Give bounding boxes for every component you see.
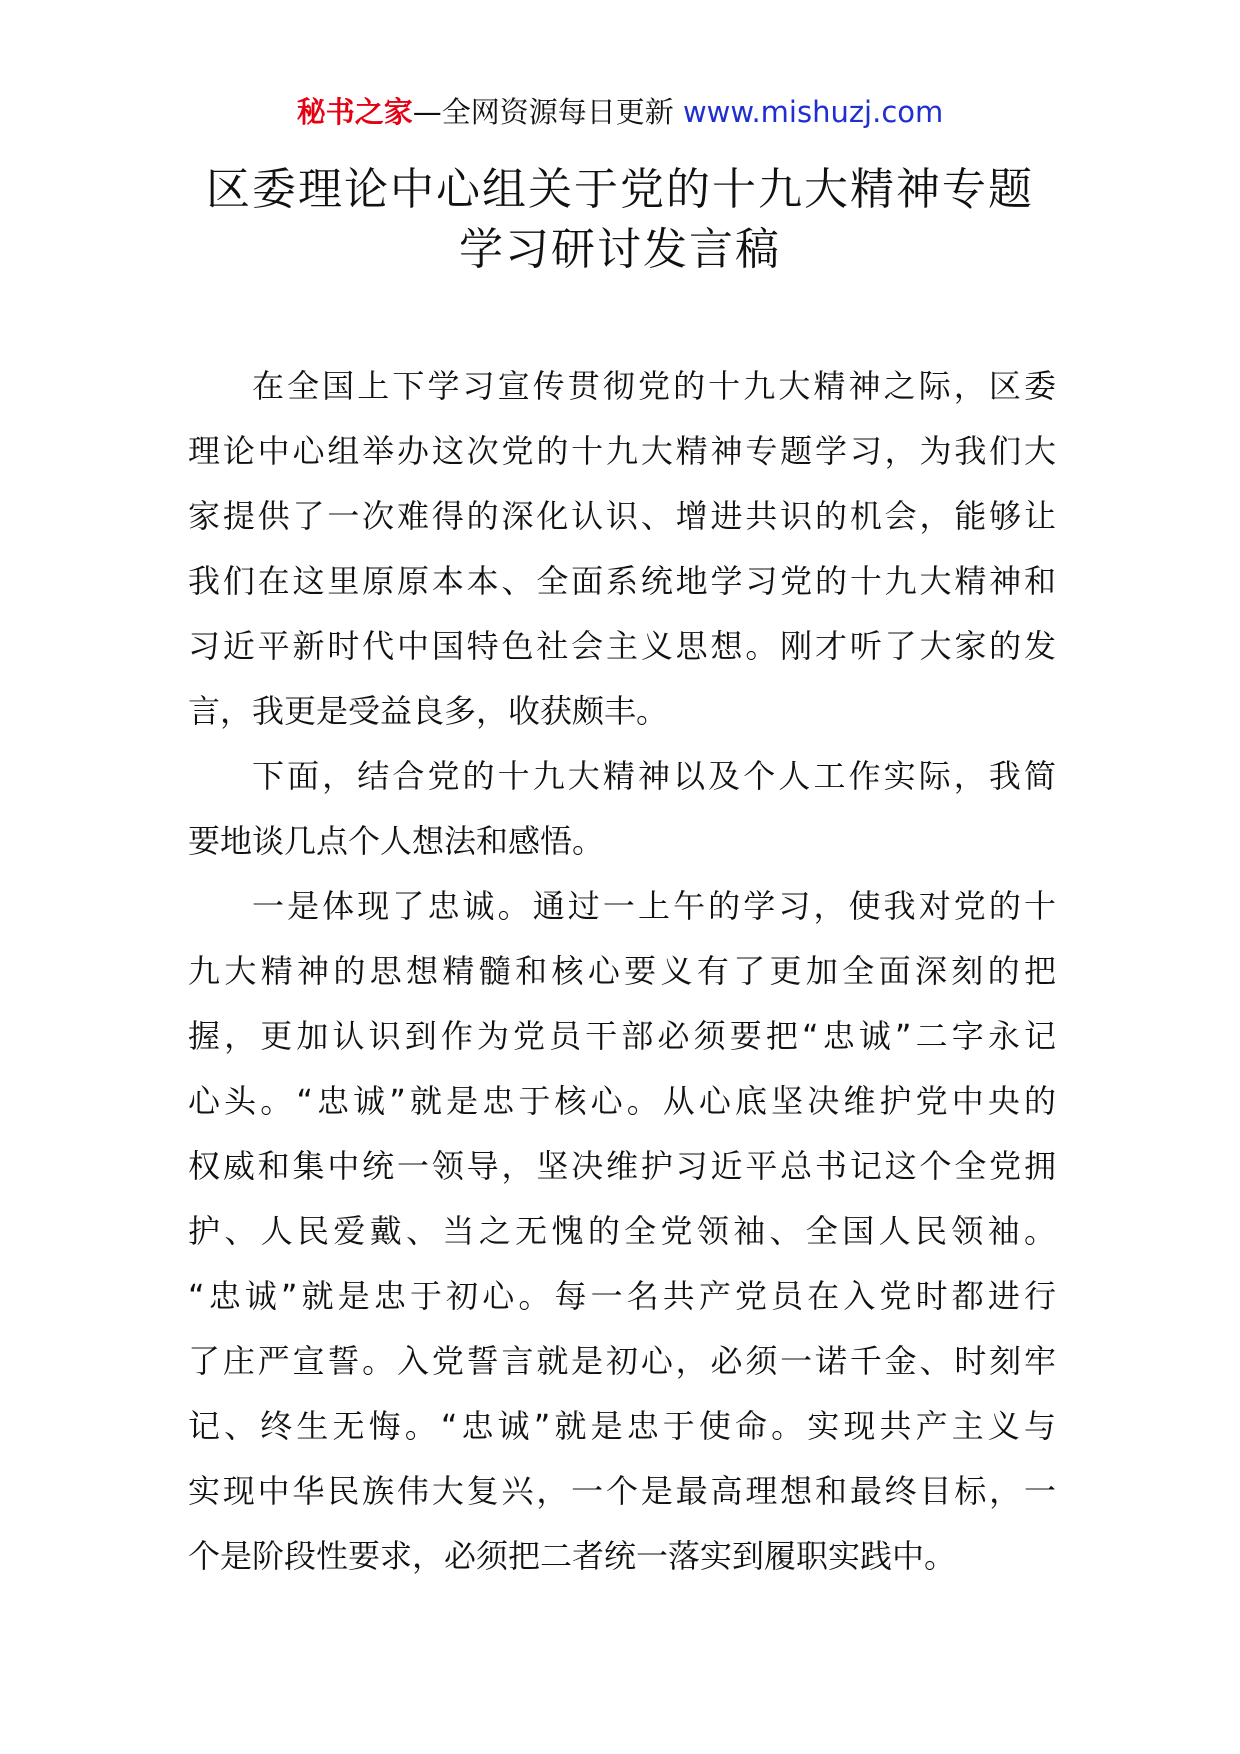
site-header bbox=[0, 92, 1240, 132]
paragraph-line: 要地谈几点个人想法和感悟。 bbox=[188, 822, 605, 860]
site-url-link[interactable]: www.mishuzj.com bbox=[682, 95, 944, 129]
paragraph-line: 握，更加认识到作为党员干部必须要把“忠诚”二字永记 bbox=[188, 1017, 1056, 1055]
paragraph-line: 实现中华民族伟大复兴，一个是最高理想和最终目标，一 bbox=[188, 1472, 1056, 1510]
title-line-1: 区委理论中心组关于党的十九大精神专题 bbox=[206, 164, 1034, 215]
paragraph-loyalty bbox=[188, 874, 1056, 1589]
paragraph-line: 家提供了一次难得的深化认识、增进共识的机会，能够让 bbox=[188, 497, 1056, 535]
paragraph-line: 我们在这里原原本本、全面系统地学习党的十九大精神和 bbox=[188, 562, 1056, 600]
paragraph-line: 权威和集中统一领导，坚决维护习近平总书记这个全党拥 bbox=[188, 1147, 1056, 1185]
paragraph-line: 了庄严宣誓。入党誓言就是初心，必须一诺千金、时刻牢 bbox=[188, 1342, 1056, 1380]
paragraph-line: 护、人民爱戴、当之无愧的全党领袖、全国人民领袖。 bbox=[188, 1212, 1056, 1250]
paragraph-intro bbox=[188, 354, 1056, 744]
paragraph-line: 心头。“忠诚”就是忠于核心。从心底坚决维护党中央的 bbox=[188, 1082, 1056, 1120]
paragraph-line: 个是阶段性要求，必须把二者统一落实到履职实践中。 bbox=[188, 1537, 957, 1575]
paragraph-line: 言，我更是受益良多，收获颇丰。 bbox=[188, 692, 669, 730]
paragraph-line: 九大精神的思想精髓和核心要义有了更加全面深刻的把 bbox=[188, 952, 1056, 990]
paragraph-line: 习近平新时代中国特色社会主义思想。刚才听了大家的发 bbox=[188, 627, 1056, 665]
paragraph-line: 在全国上下学习宣传贯彻党的十九大精神之际，区委 bbox=[252, 367, 1056, 405]
paragraph-line: 理论中心组举办这次党的十九大精神专题学习，为我们大 bbox=[188, 432, 1056, 470]
paragraph-line: “忠诚”就是忠于初心。每一名共产党员在入党时都进行 bbox=[188, 1277, 1056, 1315]
paragraph-line: 一是体现了忠诚。通过一上午的学习，使我对党的十 bbox=[252, 887, 1056, 925]
paragraph-transition bbox=[188, 744, 1056, 874]
paragraph-line: 下面，结合党的十九大精神以及个人工作实际，我简 bbox=[252, 757, 1056, 795]
brand-name: 秘书之家 bbox=[296, 95, 413, 129]
document-body bbox=[188, 354, 1056, 1589]
document-title bbox=[0, 160, 1240, 280]
title-line-2: 学习研讨发言稿 bbox=[459, 224, 781, 275]
paragraph-line: 记、终生无悔。“忠诚”就是忠于使命。实现共产主义与 bbox=[188, 1407, 1056, 1445]
header-slogan: —全网资源每日更新 bbox=[412, 95, 683, 129]
